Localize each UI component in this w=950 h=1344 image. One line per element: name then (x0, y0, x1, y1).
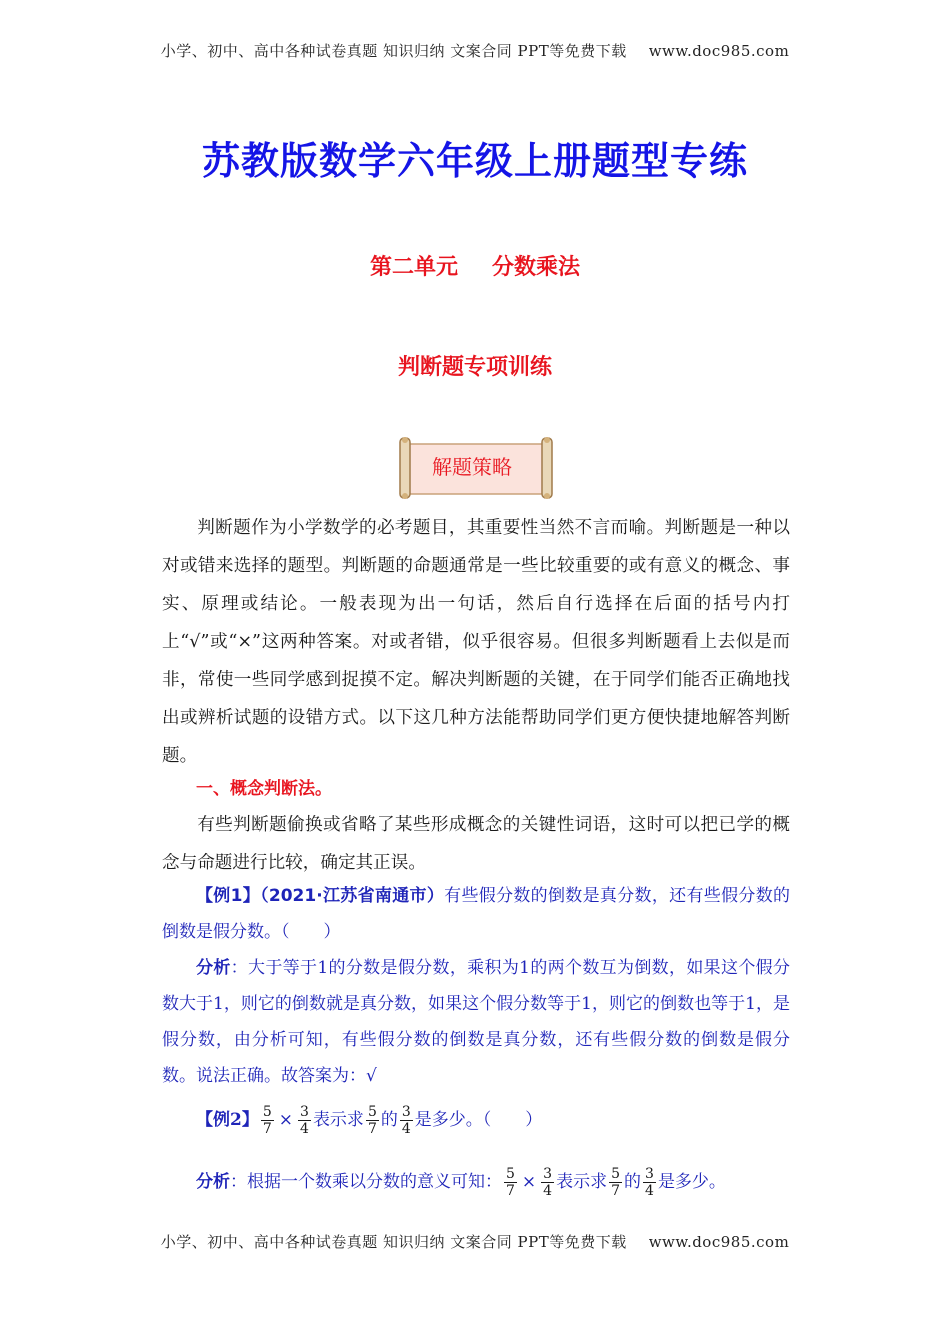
fraction: $\frac{3}{4}$ (300, 1104, 309, 1137)
intro-paragraph: 判断题作为小学数学的必考题目，其重要性当然不言而喻。判断题是一种以对或错来选择的题型。判断题的命题通常是一些比较重要的或有意义的概念、事实、原理或结论。一般表现为出一句话，然后自行选择在后面的括号内打上“√”或“×”这两种答案。对或者错，似乎很容易。但很多判断题看上去似是而非，常使一些同学感到捉摸不定。解决判断题的关键，在于同学们能否正确地找出或辨析试题的设错方式。以下这几种方法能帮助同学们更方便快捷地解答判断题。 (162, 518, 790, 766)
example1 (162, 878, 790, 950)
header-url[interactable]: www.doc985.com (648, 42, 790, 60)
unit-title (0, 250, 950, 281)
page-header (0, 40, 950, 61)
analysis1 (162, 950, 790, 1094)
fraction: $\frac{3}{4}$ (543, 1166, 553, 1199)
example1-source: （2021·江苏省南通市） (260, 886, 445, 906)
analysis2-text: ：根据一个数乘以分数的意义可知： (230, 1172, 502, 1192)
analysis1-label: 分析 (196, 958, 231, 978)
strategy-banner (396, 436, 558, 500)
analysis2-text: 表示求 (556, 1172, 608, 1192)
times-symbol: × (521, 1172, 537, 1192)
fraction: $\frac{5}{7}$ (611, 1166, 621, 1199)
example1-label: 【例1】 (196, 886, 261, 906)
unit-label: 第二单元 (369, 255, 458, 280)
method1-heading: 一、概念判断法。 (196, 779, 332, 799)
fraction: $\frac{3}{4}$ (645, 1166, 654, 1199)
page-footer (0, 1231, 950, 1252)
main-title: 苏教版数学六年级上册题型专练 (201, 139, 748, 183)
analysis2 (162, 1166, 824, 1199)
example2 (162, 1104, 824, 1137)
analysis1-text: ：大于等于1的分数是假分数，乘积为1的两个数互为倒数，如果这个假分数大于1，则它的倒数就是真分数，如果这个假分数等于1，则它的倒数也等于1，是假分数，由分析可知，有些假分数的倒数是真分数，还有些假分数的倒数是假分数。说法正确。故答案为：√ (162, 958, 790, 1086)
fraction: $\frac{5}{7}$ (367, 1104, 377, 1137)
example2-text: 是多少。（ ） (414, 1110, 543, 1130)
header-text: 小学、初中、高中各种试卷真题 知识归纳 文案合同 PPT等免费下载 (160, 42, 627, 60)
fraction: $\frac{5}{7}$ (262, 1104, 272, 1137)
section-title: 判断题专项训练 (397, 355, 552, 380)
unit-name: 分数乘法 (492, 255, 581, 280)
example2-text: 的 (380, 1110, 398, 1130)
method1-paragraph: 有些判断题偷换或省略了某些形成概念的关键性词语，这时可以把已学的概念与命题进行比较，确定其正误。 (162, 815, 790, 873)
example2-label: 【例2】 (196, 1110, 259, 1130)
banner-label: 解题策略 (432, 455, 512, 479)
analysis2-text: 的 (624, 1172, 642, 1192)
analysis2-text: 是多少。 (657, 1172, 726, 1192)
analysis2-label: 分析 (196, 1172, 230, 1192)
example1-text: 有些假分数的倒数是真分数，还有些假分数的倒数是假分数。（ ） (162, 886, 791, 942)
fraction: $\frac{5}{7}$ (506, 1166, 515, 1199)
times-symbol: × (278, 1110, 294, 1130)
example2-text: 表示求 (312, 1110, 364, 1130)
footer-url[interactable]: www.doc985.com (648, 1233, 790, 1251)
footer-text: 小学、初中、高中各种试卷真题 知识归纳 文案合同 PPT等免费下载 (160, 1233, 627, 1251)
fraction: $\frac{3}{4}$ (401, 1104, 411, 1137)
